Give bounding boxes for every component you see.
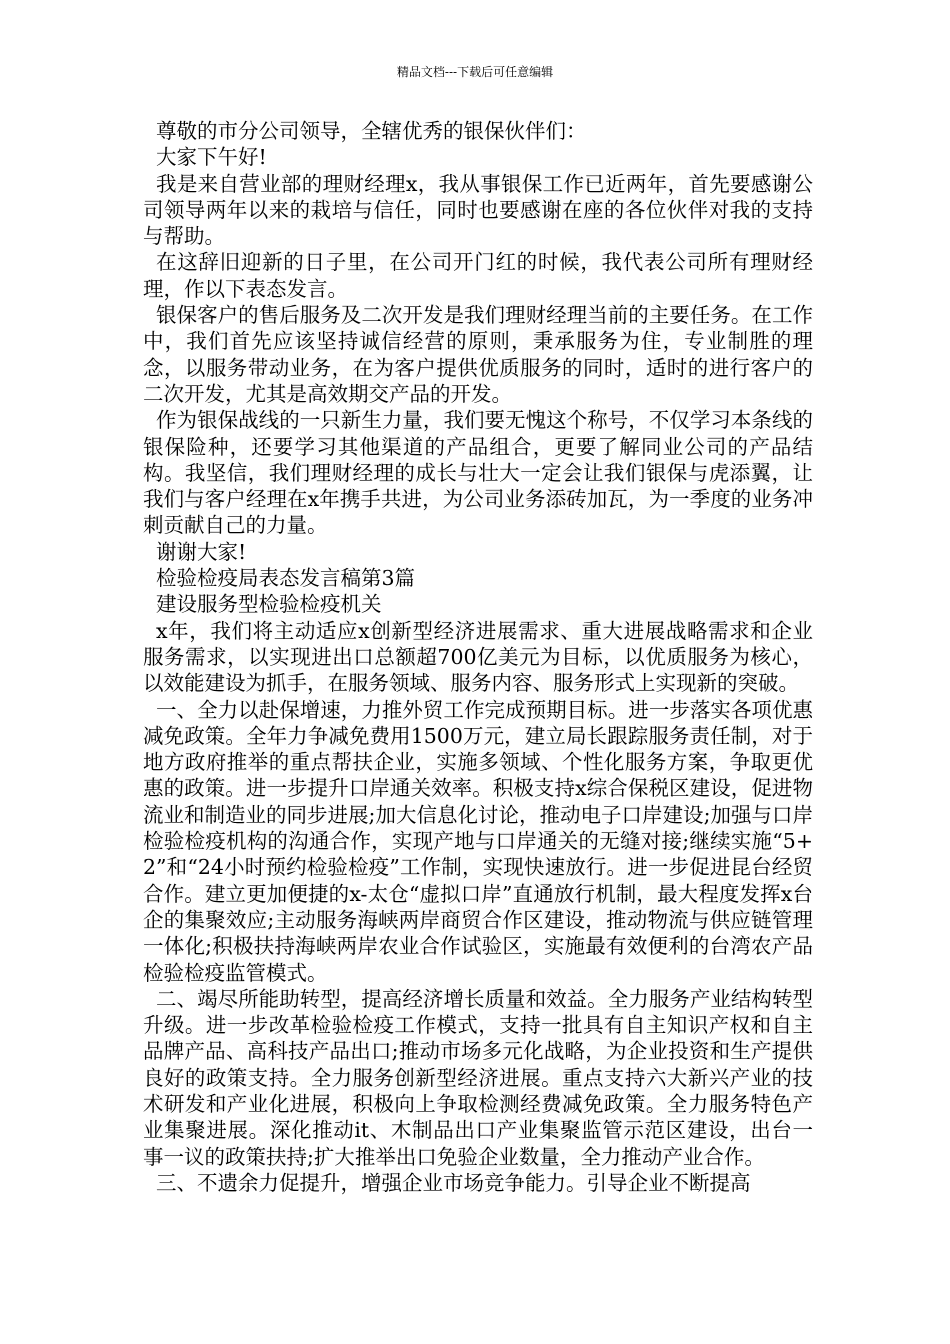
section-title: 检验检疫局表态发言稿第3篇 [156,566,416,591]
page-header: 精品文档---下载后可任意编辑 [396,65,554,79]
paragraph: 在这辞旧迎新的日子里，在公司开门红的时候，我代表公司所有理财经理，作以下表态发言。 [143,250,813,301]
closing-thanks: 谢谢大家! [156,539,247,564]
document-body [143,118,813,1196]
section-subtitle: 建设服务型检验检疫机关 [156,592,382,617]
paragraph: 我是来自营业部的理财经理x，我从事银保工作已近两年，首先要感谢公司领导两年以来的栽培与信任，同时也要感谢在座的各位伙伴对我的支持与帮助。 [143,171,813,249]
salutation: 尊敬的市分公司领导，全辖优秀的银保伙伴们： [156,119,587,143]
paragraph: 银保客户的售后服务及二次开发是我们理财经理当前的主要任务。在工作中，我们首先应该坚持诚信经营的原则，秉承服务为住，专业制胜的理念，以服务带动业务，在为客户提供优质服务的同时，适时的进行客户的二次开发，尤其是高效期交产品的开发。 [143,303,813,406]
paragraph: 二、竭尽所能助转型，提高经济增长质量和效益。全力服务产业结构转型升级。进一步改革检验检疫工作模式，支持一批具有自主知识产权和自主品牌产品、高科技产品出口;推动市场多元化战略，为企业投资和生产提供良好的政策支持。全力服务创新型经济进展。重点支持六大新兴产业的技术研发和产业化进展，积极向上争取检测经费减免政策。全力服务特色产业集聚进展。深化推动it、木制品出口产业集聚监管示范区建设，出台一事一议的政策扶持;扩大推举出口免验企业数量，全力推动产业合作。 [143,986,813,1169]
paragraph: 一、全力以赴保增速，力推外贸工作完成预期目标。进一步落实各项优惠减免政策。全年力争减免费用1500万元，建立局长跟踪服务责任制，对于地方政府推举的重点帮扶企业，实施多领域、个性化服务方案，争取更优惠的政策。进一步提升口岸通关效率。积极支持x综合保税区建设，促进物流业和制造业的同步进展;加大信息化讨论，推动电子口岸建设;加强与口岸检验检疫机构的沟通合作，实现产地与口岸通关的无缝对接;继续实施“5+2”和“24小时预约检验检疫”工作制，实现快速放行。进一步促进昆台经贸合作。建立更加便捷的x-太仓“虚拟口岸”直通放行机制，最大程度发挥x台企的集聚效应;主动服务海峡两岸商贸合作区建设，推动物流与供应链管理一体化;积极扶持海峡两岸农业合作试验区，实施最有效便利的台湾农产品检验检疫监管模式。 [143,697,813,985]
paragraph: x年，我们将主动适应x创新型经济进展需求、重大进展战略需求和企业服务需求，以实现进出口总额超700亿美元为目标，以优质服务为核心，以效能建设为抓手，在服务领域、服务内容、服务形式上实现新的突破。 [143,618,813,696]
paragraph: 作为银保战线的一只新生力量，我们要无愧这个称号，不仅学习本条线的银保险种，还要学习其他渠道的产品组合，更要了解同业公司的产品结构。我坚信，我们理财经理的成长与壮大一定会让我们银保与虎添翼，让我们与客户经理在x年携手共进，为公司业务添砖加瓦，为一季度的业务冲刺贡献自己的力量。 [143,408,813,538]
greeting: 大家下午好! [156,145,267,170]
paragraph: 三、不遗余力促提升，增强企业市场竞争能力。引导企业不断提高 [156,1170,751,1195]
